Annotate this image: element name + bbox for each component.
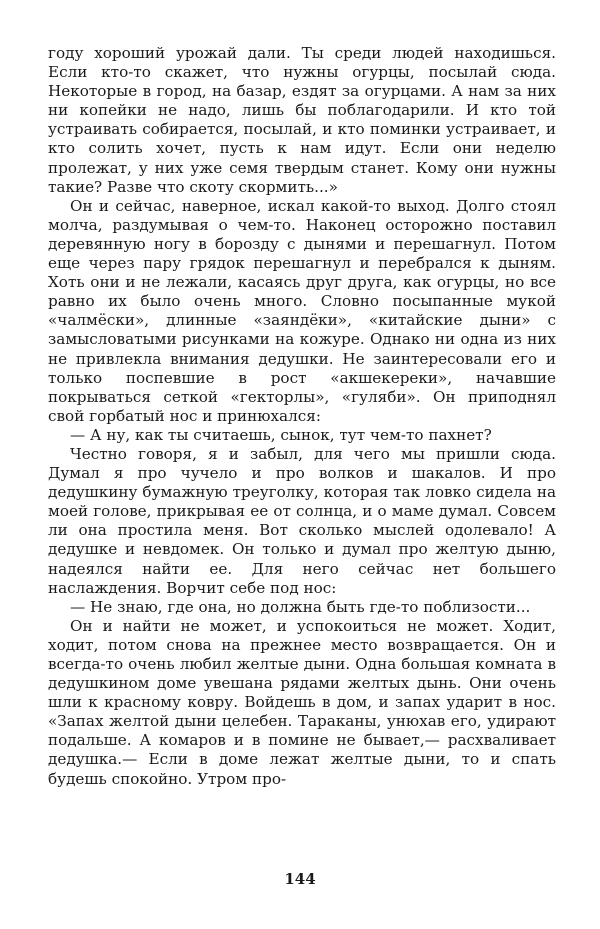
paragraph-1: году хороший урожай дали. Ты среди людей находишься. Если кто-то скажет, что нужны огурцы, посылай сюда. Некоторые в город, на базар, ездят за огурцами. А нам за них ни копейки не надо, лишь бы поблагодарили. И кто той устраивать собирается, посылай, и кто поминки устраивает, и кто солить хочет, пусть к нам идут. Если они неделю пролежат, у них уже семя твердым станет. Кому они нужны такие? Разве что скоту скормить...» xyxy=(48,44,556,196)
paragraph-2: Он и сейчас, наверное, искал какой-то выход. Долго стоял молча, раздумывая о чем-то. Наконец осторожно поставил деревянную ногу в борозду с дынями и перешагнул. Потом еще через пару грядок перешагнул и перебрался к дыням. Хоть они и не лежали, касаясь друг друга, как огурцы, но все равно их было очень много. Словно посыпанные мукой «чалмёски», длинные «заяндёки», «китайские дыни» с замысловатыми рисунками на кожуре. Однако ни одна из них не привлекла внимания дедушки. Не заинтересовали его и только поспевшие в рост «акшекереки», начавшие покрываться сеткой «гекторлы», «гуляби». Он приподнял свой горбатый нос и принюхался: xyxy=(48,196,556,425)
page-text xyxy=(48,44,556,789)
paragraph-5: — Не знаю, где она, но должна быть где-то поблизости... xyxy=(70,597,531,616)
page-number: 144 xyxy=(284,870,316,888)
paragraph-3: — А ну, как ты считаешь, сынок, тут чем-то пахнет? xyxy=(70,425,492,444)
paragraph-6: Он и найти не может, и успокоиться не может. Ходит, ходит, потом снова на прежнее место возвращается. Он и всегда-то очень любил желтые дыни. Одна большая комната в дедушкином доме увешана рядами желтых дынь. Они очень шли к красному ковру. Войдешь в дом, и запах ударит в нос. «Запах желтой дыни целебен. Тараканы, унюхав его, удирают подальше. А комаров и в помине не бывает,— расхваливает дедушка.— Если в доме лежат желтые дыни, то и спать будешь спокойно. Утром про- xyxy=(48,616,556,788)
paragraph-4: Честно говоря, я и забыл, для чего мы пришли сюда. Думал я про чучело и про волков и шакалов. И про дедушкину бумажную треуголку, которая так ловко сидела на моей голове, прикрывая ее от солнца, и о маме думал. Совсем ли она простила меня. Вот сколько мыслей одолевало! А дедушке и невдомек. Он только и думал про желтую дыню, надеялся найти ее. Для него сейчас нет большего наслаждения. Ворчит себе под нос: xyxy=(48,444,556,597)
